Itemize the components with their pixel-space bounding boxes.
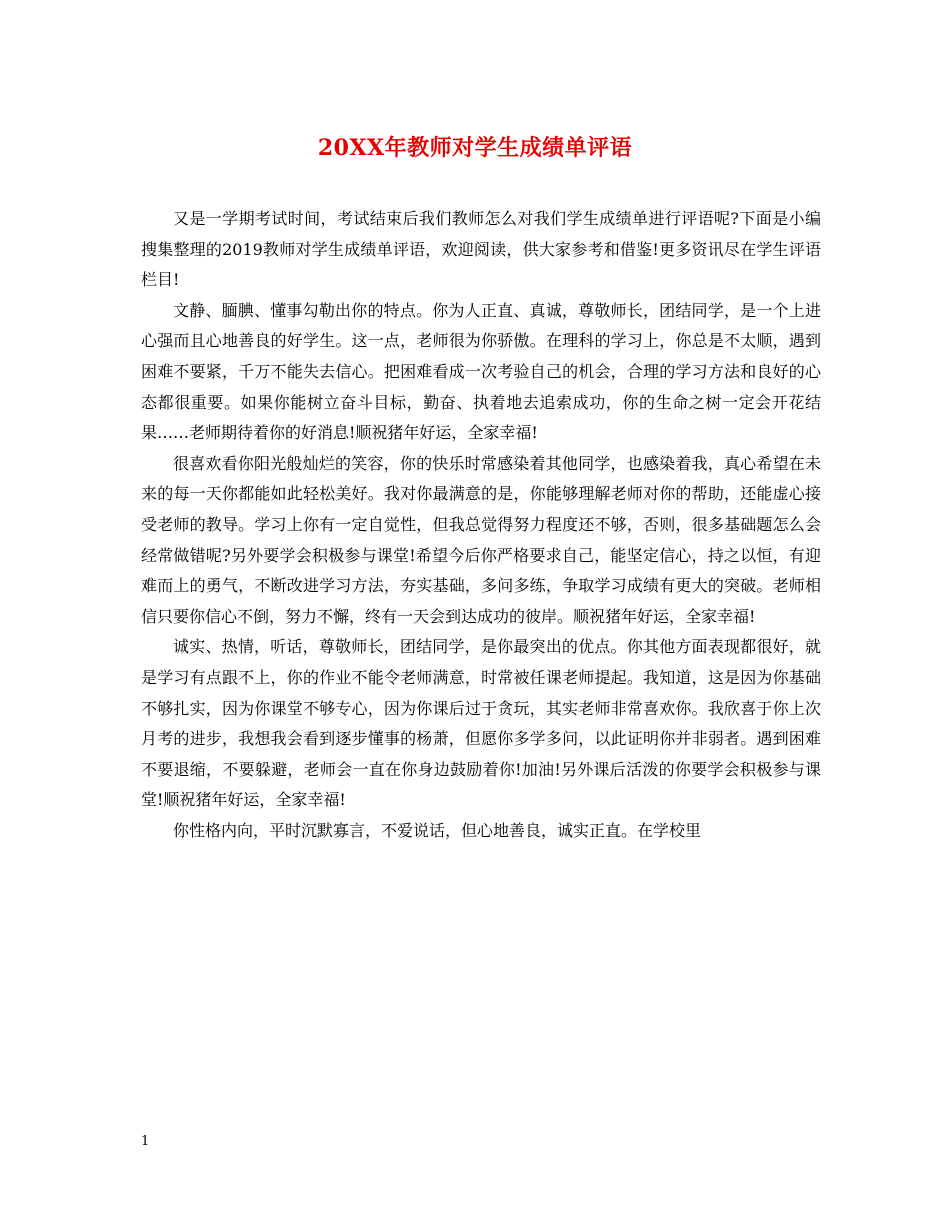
paragraph-comment-2: 很喜欢看你阳光般灿烂的笑容，你的快乐时常感染着其他同学，也感染着我，真心希望在未来的每一天你都能如此轻松美好。我对你最满意的是，你能够理解老师对你的帮助，还能虚心接受老师的教导。学习上你有一定自觉性，但我总觉得努力程度还不够，否则，很多基础题怎么会经常做错呢?另外要学会积极参与课堂!希望今后你严格要求自己，能坚定信心，持之以恒，有迎难而上的勇气，不断改进学习方法，夯实基础，多问多练，争取学习成绩有更大的突破。老师相信只要你信心不倒，努力不懈，终有一天会到达成功的彼岸。顺祝猪年好运，全家幸福!: [141, 453, 821, 626]
document-title: 20XX年教师对学生成绩单评语: [317, 135, 633, 161]
page-number: 1: [141, 1134, 150, 1149]
paragraph-intro: 又是一学期考试时间，考试结束后我们教师怎么对我们学生成绩单进行评语呢?下面是小编搜集整理的2019教师对学生成绩单评语，欢迎阅读，供大家参考和借鉴!更多资讯尽在学生评语栏目!: [141, 209, 821, 290]
paragraph-comment-1: 文静、腼腆、懂事勾勒出你的特点。你为人正直、真诚，尊敬师长，团结同学，是一个上进心强而且心地善良的好学生。这一点，老师很为你骄傲。在理科的学习上，你总是不太顺，遇到困难不要紧，千万不能失去信心。把困难看成一次考验自己的机会，合理的学习方法和良好的心态都很重要。如果你能树立奋斗目标，勤奋、执着地去追索成功，你的生命之树一定会开花结果……老师期待着你的好消息!顺祝猪年好运，全家幸福!: [141, 300, 821, 443]
paragraph-comment-4: 你性格内向，平时沉默寡言，不爱说话，但心地善良，诚实正直。在学校里: [173, 820, 702, 840]
document-body: [141, 204, 821, 846]
paragraph-comment-3: 诚实、热情，听话，尊敬师长，团结同学，是你最突出的优点。你其他方面表现都很好，就是学习有点跟不上，你的作业不能令老师满意，时常被任课老师提起。我知道，这是因为你基础不够扎实，因为你课堂不够专心，因为你课后过于贪玩，其实老师非常喜欢你。我欣喜于你上次月考的进步，我想我会看到逐步懂事的杨萧，但愿你多学多问，以此证明你并非弱者。遇到困难不要退缩，不要躲避，老师会一直在你身边鼓励着你!加油!另外课后活泼的你要学会积极参与课堂!顺祝猪年好运，全家幸福!: [141, 637, 821, 810]
